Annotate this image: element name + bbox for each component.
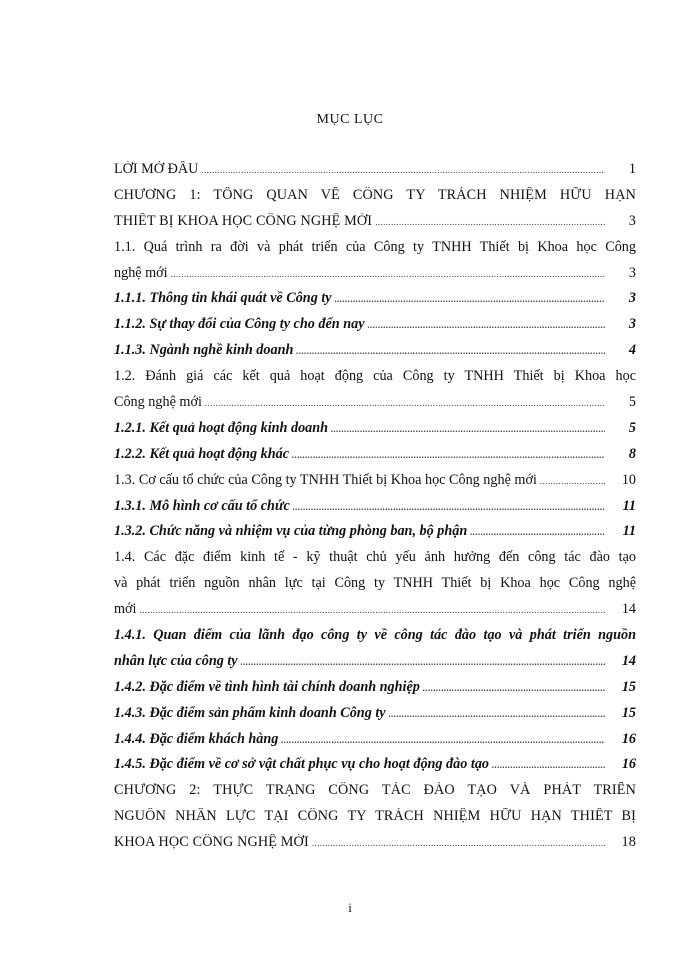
dot-leader [171,269,605,279]
dot-leader [205,398,605,408]
toc-entry-text: và phát triển nguồn nhân lực tại Công ty TNHH Thiết bị Khoa học Công nghệ [114,575,636,592]
toc-entry-text: 1.2. Đánh giá các kết quả hoạt động của Công ty TNHH Thiết bị Khoa học [114,368,636,385]
toc-entry-chuong-1[interactable] [114,187,636,239]
toc-entry-1-4-3[interactable] [114,705,636,731]
toc-page-number: 3 [628,264,636,281]
dot-leader [423,683,605,693]
dot-leader [201,165,605,175]
dot-leader [335,294,605,304]
toc-entry-1-4[interactable] [114,549,636,627]
toc-page-number: 5 [628,394,636,411]
toc-entry-text: CHƯƠNG 1: TỔNG QUAN VỀ CÔNG TY TRÁCH NHIỆM HỮU HẠN [114,186,636,203]
toc-entry-text: 1.1.1. Thông tin khái quát về Công ty [114,290,332,307]
toc-page-number: 11 [622,523,636,540]
toc-entry-text: 1.3.1. Mô hình cơ cấu tổ chức [114,497,290,514]
toc-page-number: 1 [628,161,636,177]
toc-entry-text: 1.3.2. Chức năng và nhiệm vụ của từng phòng ban, bộ phận [114,523,468,540]
toc-page-number: 10 [621,471,636,488]
toc-entry-text: nhân lực của công ty [114,652,238,669]
toc-page-number: 16 [621,756,636,773]
dot-leader [241,657,605,667]
dot-leader [293,502,605,512]
toc-entry-loi-mo-dau[interactable] [114,161,636,187]
toc-entry-text: LỜI MỞ ĐẦU [114,161,199,177]
toc-entry-1-1-2[interactable] [114,316,636,342]
toc-entry-text: 1.1.2. Sự thay đổi của Công ty cho đến nay [114,316,365,333]
toc-entry-1-2-1[interactable] [114,420,636,446]
dot-leader [312,838,605,848]
toc-entry-text: NGUỒN NHÂN LỰC TẠI CÔNG TY TRÁCH NHIỆM HỮU HẠN THIẾT BỊ [114,808,636,825]
toc-entry-1-3-2[interactable] [114,523,636,549]
toc-entry-text: 1.2.2. Kết quả hoạt động khác [114,445,290,462]
toc-entry-1-4-1[interactable] [114,627,636,679]
dot-leader [368,320,606,330]
toc-entry-text: mới [114,601,137,618]
toc-entry-text: KHOA HỌC CÔNG NGHỆ MỚI [114,834,309,851]
dot-leader [296,346,605,356]
toc-entry-text: 1.4.5. Đặc điểm về cơ sở vật chất phục vụ cho hoạt động đào tạo [114,756,490,773]
toc-entry-1-3[interactable] [114,472,636,498]
dot-leader [331,424,605,434]
dot-leader [375,217,605,227]
toc-entry-text: 1.2.1. Kết quả hoạt động kinh doanh [114,419,329,436]
toc-title: MỤC LỤC [316,112,384,127]
toc-entry-text: 1.1. Quá trình ra đời và phát triển của Công ty TNHH Thiết bị Khoa học Công [114,238,636,255]
toc-entry-1-4-4[interactable] [114,731,636,757]
toc-entry-1-1-1[interactable] [114,290,636,316]
toc-entry-1-2-2[interactable] [114,446,636,472]
toc-entry-text: 1.4.4. Đặc điểm khách hàng [114,730,279,747]
toc-page-number: 14 [621,601,636,618]
toc-page-number: 5 [628,419,636,436]
toc-page-number: 3 [628,212,636,229]
toc-entry-text: 1.4.1. Quan điểm của lãnh đạo công ty về công tác đào tạo và phát triển nguồn [114,627,636,644]
dot-leader [492,760,605,770]
dot-leader [281,735,605,745]
toc-entry-1-4-2[interactable] [114,679,636,705]
table-of-contents [114,161,636,860]
toc-page-number: 18 [621,834,636,851]
toc-page-number: 15 [621,678,636,695]
toc-entry-text: 1.1.3. Ngành nghề kinh doanh [114,342,294,359]
dot-leader [540,476,605,486]
toc-entry-chuong-2[interactable] [114,782,636,860]
dot-leader [470,527,605,537]
toc-page-number: 4 [628,342,636,359]
toc-entry-text: 1.3. Cơ cấu tổ chức của Công ty TNHH Thiết bị Khoa học Công nghệ mới [114,471,537,488]
toc-page-number: 11 [622,497,636,514]
toc-page-number: 3 [628,316,636,333]
dot-leader [139,605,605,615]
toc-page-number: 16 [621,730,636,747]
toc-entry-1-1[interactable] [114,239,636,291]
toc-entry-text: 1.4.2. Đặc điểm về tình hình tài chính doanh nghiệp [114,678,420,695]
toc-entry-text: Công nghệ mới [114,394,202,411]
toc-entry-1-4-5[interactable] [114,756,636,782]
toc-entry-1-1-3[interactable] [114,342,636,368]
toc-entry-1-3-1[interactable] [114,498,636,524]
toc-entry-text: CHƯƠNG 2: THỰC TRẠNG CÔNG TÁC ĐÀO TẠO VÀ PHÁT TRIỂN [114,782,636,799]
toc-entry-text: THIẾT BỊ KHOA HỌC CÔNG NGHỆ MỚI [114,212,373,229]
page-number-footer: i [348,900,352,915]
toc-page-number: 15 [621,704,636,721]
toc-page-number: 14 [621,652,636,669]
dot-leader [292,450,605,460]
toc-page-number: 3 [628,290,636,307]
toc-entry-text: nghệ mới [114,264,168,281]
toc-entry-text: 1.4. Các đặc điểm kinh tế - kỹ thuật chủ yếu ảnh hưởng đến công tác đào tạo [114,549,636,566]
toc-page-number: 8 [628,445,636,462]
toc-entry-1-2[interactable] [114,368,636,420]
toc-entry-text: 1.4.3. Đặc điểm sản phẩm kinh doanh Công ty [114,704,386,721]
dot-leader [389,709,605,719]
